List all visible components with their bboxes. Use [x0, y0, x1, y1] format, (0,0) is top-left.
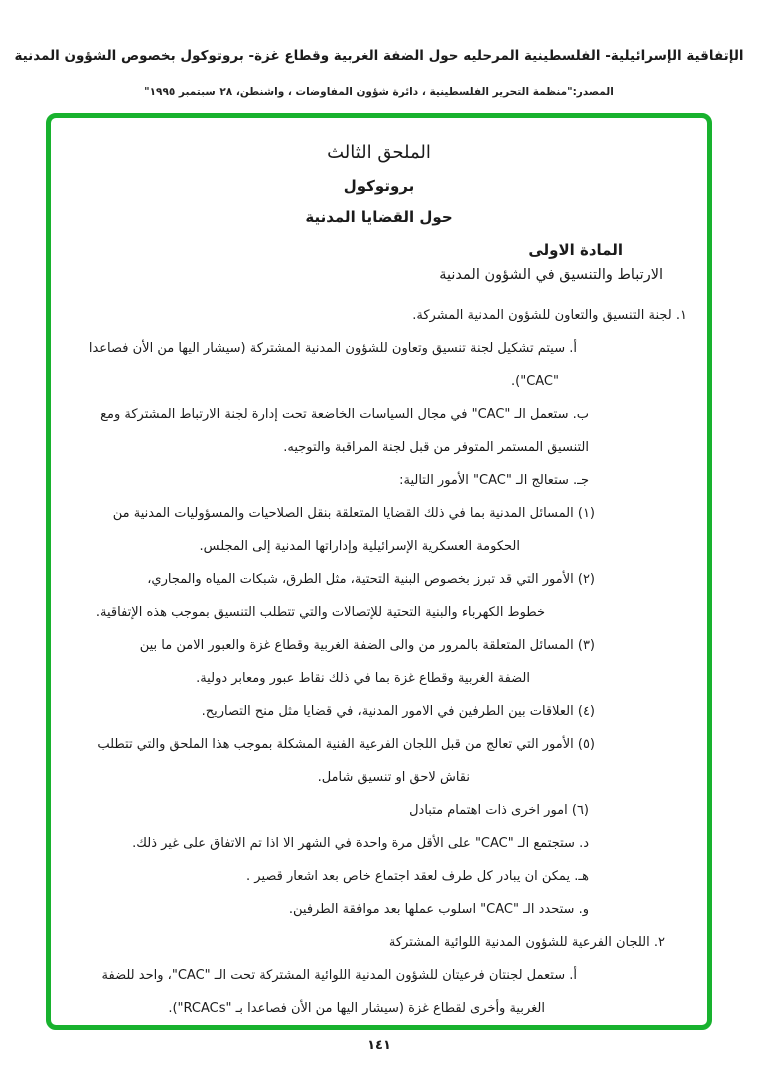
document-frame: [46, 113, 712, 1030]
body-line: الضفة الغربية وقطاع غزة بما في ذلك نقاط عبور ومعابر دولية.: [196, 671, 530, 686]
body-line: ٢. اللجان الفرعية للشؤون المدنية اللوائية المشتركة: [388, 935, 665, 950]
body-line: (٢) الأمور التي قد تبرز بخصوص البنية التحتية، مثل الطرق، شبكات المياه والمجاري،: [147, 572, 595, 587]
body-line: ب. ستعمل الـ "CAC" في مجال السياسات الخاضعة تحت إدارة لجنة الارتباط المشتركة ومع: [100, 407, 589, 422]
body-line: الحكومة العسكرية الإسرائيلية وإداراتها المدنية إلى المجلس.: [199, 539, 520, 554]
body-line: خطوط الكهرباء والبنية التحتية للإتصالات والتي تتطلب التنسيق بموجب هذه الإتفاقية.: [95, 605, 545, 620]
body-line: أ. ستعمل لجنتان فرعيتان للشؤون المدنية اللوائية المشتركة تحت الـ "CAC"، واحد للضفة: [101, 968, 577, 983]
page-header-source: المصدر:"منظمة التحرير الفلسطينية ، دائرة شؤون المفاوضات ، واشنطن، ٢٨ سبتمبر ١٩٩٥": [144, 86, 614, 98]
body-line: (٥) الأمور التي تعالج من قبل اللجان الفرعية الفنية المشكلة بموجب هذا الملحق والتي تتطلب: [97, 737, 595, 752]
body-line: "CAC").: [511, 374, 559, 389]
body-line: هـ. يمكن ان يبادر كل طرف لعقد اجتماع خاص بعد اشعار قصير .: [246, 869, 589, 884]
body-line: (٣) المسائل المتعلقة بالمرور من والى الضفة الغربية وقطاع غزة والعبور الامن ما بين: [139, 638, 595, 653]
body-line: جـ. ستعالج الـ "CAC" الأمور التالية:: [399, 473, 589, 488]
protocol-subject: حول القضايا المدنية: [305, 208, 453, 226]
body-line: نقاش لاحق او تنسيق شامل.: [317, 770, 470, 785]
annex-title: الملحق الثالث: [327, 142, 431, 163]
body-line: و. ستحدد الـ "CAC" اسلوب عملها بعد موافقة الطرفين.: [288, 902, 589, 917]
article-body: [63, 299, 695, 1025]
article-heading: المادة الاولى: [528, 241, 623, 259]
page-number: ١٤١: [367, 1038, 391, 1053]
body-line: التنسيق المستمر المتوفر من قبل لجنة المراقبة والتوجيه.: [283, 440, 589, 455]
body-line: د. ستجتمع الـ "CAC" على الأقل مرة واحدة في الشهر الا اذا تم الاتفاق على غير ذلك.: [132, 836, 589, 851]
body-line: ١. لجنة التنسيق والتعاون للشؤون المدنية المشركة.: [412, 308, 687, 323]
body-line: الغربية وأخرى لقطاع غزة (سيشار اليها من الأن فصاعدا بـ "RCACs").: [168, 1001, 545, 1016]
protocol-title: بروتوكول: [343, 177, 415, 195]
article-subtitle: الارتباط والتنسيق في الشؤون المدنية: [439, 267, 663, 283]
body-line: أ. سيتم تشكيل لجنة تنسيق وتعاون للشؤون المدنية المشتركة (سيشار اليها من الأن فصاعدا: [88, 341, 577, 356]
body-line: (٦) امور اخرى ذات اهتمام متبادل: [409, 803, 589, 818]
body-line: (١) المسائل المدنية بما في ذلك القضايا المتعلقة بنقل الصلاحيات والمسؤوليات المدنية من: [112, 506, 595, 521]
body-line: (٤) العلاقات بين الطرفين في الامور المدنية، في قضايا مثل منح التصاريح.: [201, 704, 595, 719]
page-header-title: الإتفاقية الإسرائيلية- الفلسطينية المرحليه حول الضفة الغربية وقطاع غزة- بروتوكول بخصوص الشؤون المدنية: [14, 48, 744, 64]
